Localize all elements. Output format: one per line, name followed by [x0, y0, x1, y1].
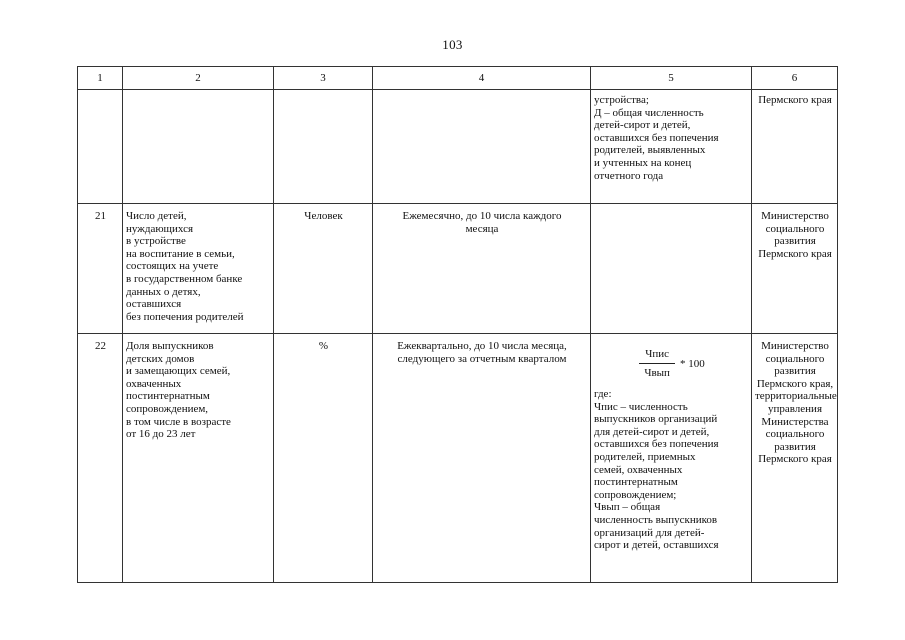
- calculation-method-cell: [591, 334, 752, 583]
- column-header-3: 3: [274, 67, 373, 90]
- formula: [594, 340, 749, 388]
- column-header-1: 1: [78, 67, 123, 90]
- row-number: 21: [78, 204, 123, 334]
- formula-numerator: Чпис: [639, 348, 675, 364]
- header-row: [78, 67, 838, 90]
- responsible-body: Пермского края: [752, 90, 838, 204]
- formula-multiplier: * 100: [679, 358, 705, 371]
- indicator-name: Доля выпускников детских домов и замещающих семей, охваченных постинтернатным сопровождением, в том числе в возрасте от 16 до 23 лет: [123, 334, 274, 583]
- reporting-period: Ежеквартально, до 10 числа месяца, следующего за отчетным кварталом: [373, 334, 591, 583]
- row-number: [78, 90, 123, 204]
- indicator-name: Число детей, нуждающихся в устройстве на воспитание в семьи, состоящих на учете в государственном банке данных о детях, оставшихся без попечения родителей: [123, 204, 274, 334]
- table-row: [78, 204, 838, 334]
- column-header-6: 6: [752, 67, 838, 90]
- responsible-body: Министерство социального развития Пермского края: [752, 204, 838, 334]
- reporting-period: Ежемесячно, до 10 числа каждого месяца: [373, 204, 591, 334]
- calculation-method: [591, 204, 752, 334]
- table-row: [78, 334, 838, 583]
- indicator-name: [123, 90, 274, 204]
- indicators-table: [77, 66, 838, 583]
- unit-of-measure: %: [274, 334, 373, 583]
- page-number: 103: [442, 37, 463, 52]
- formula-denominator: Чвып: [644, 367, 670, 379]
- column-header-4: 4: [373, 67, 591, 90]
- row-number: 22: [78, 334, 123, 583]
- formula-fraction: [638, 348, 676, 379]
- unit-of-measure: Человек: [274, 204, 373, 334]
- calculation-method: где: Чпис – численность выпускников организаций для детей-сирот и детей, оставшихся без попечения родителей, приемных семей, охваченных постинтернатным сопровождением; Чвып – общая численность выпускников организаций для детей- сирот и детей, оставшихся: [594, 388, 719, 552]
- column-header-2: 2: [123, 67, 274, 90]
- table-row: [78, 90, 838, 204]
- reporting-period: [373, 90, 591, 204]
- unit-of-measure: [274, 90, 373, 204]
- calculation-method: устройства; Д – общая численность детей-сирот и детей, оставшихся без попечения родителей, выявленных и учтенных на конец отчетного года: [591, 90, 752, 204]
- column-header-5: 5: [591, 67, 752, 90]
- responsible-body: Министерство социального развития Пермского края, территориальные управления Министерства социального развития Пермского края: [752, 334, 838, 583]
